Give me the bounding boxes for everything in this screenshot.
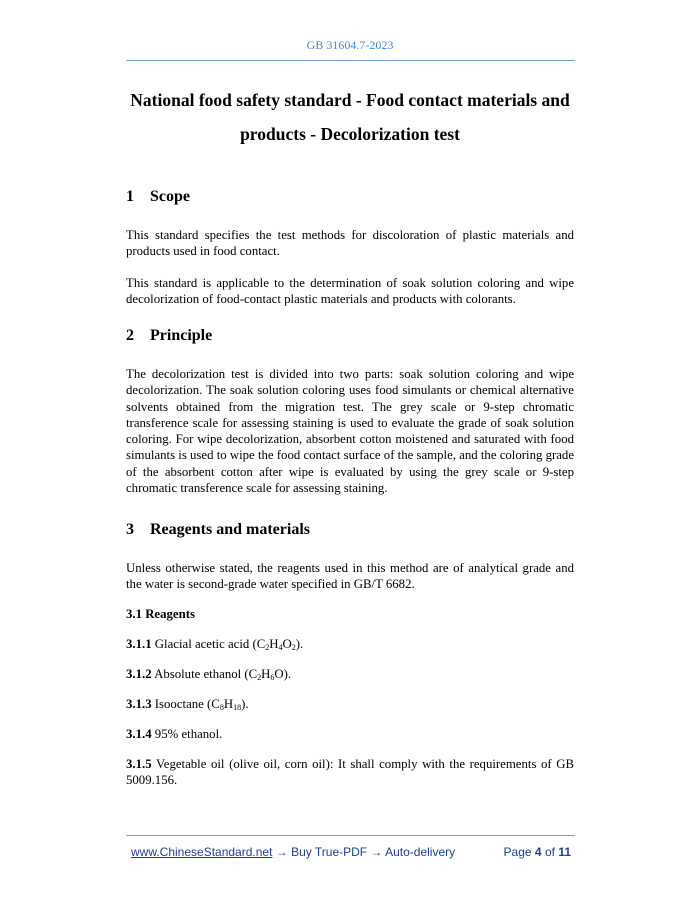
subscript: 18: [233, 703, 242, 712]
section-2-para-1: The decolorization test is divided into two parts: soak solution coloring and wipe decolorization. The soak solution coloring uses food simulants or chemical alternative solvents obtained from the migration test. The grey scale or 9-step chromatic transference scale for assessing staining is used to evaluate the grade of soak solution coloring. For wipe decolorization, absorbent cotton moistened and saturated with food simulants is used to wipe the food contact surface of the sample, and the coloring grade of the absorbent cotton after wipe is evaluated by using the grey scale or 9-step chromatic transference scale for assessing staining.: [126, 367, 574, 496]
reagent-item-text: O: [282, 637, 292, 651]
reagent-item-number: 3.1.4: [126, 727, 152, 741]
reagent-item-text: H: [223, 697, 234, 711]
reagent-item-number: 3.1.3: [126, 697, 152, 711]
section-3-para-1-block: [126, 560, 574, 593]
section-2-title: Principle: [150, 327, 213, 344]
reagent-item-3-1-3: [126, 696, 574, 712]
footer: [131, 845, 571, 859]
subscript: 2: [257, 673, 262, 682]
reagent-item-text: Vegetable oil (olive oil, corn oil): It shall comply with the requirements of GB 5009.156.: [126, 757, 575, 788]
subscript: 8: [219, 703, 224, 712]
page-total: 11: [558, 845, 571, 859]
section-1-para-1-block: [126, 227, 574, 260]
document-title-line2: products - Decolorization test: [240, 124, 460, 144]
page-label: Page: [503, 845, 532, 859]
section-1-para-2: This standard is applicable to the determination of soak solution coloring and wipe decolorization of food-contact plastic materials and products with colorants.: [126, 276, 574, 307]
page-of-label: of: [544, 845, 555, 859]
subscript: 4: [278, 643, 283, 652]
reagent-item-number: 3.1.5: [126, 757, 152, 771]
header-standard-code: GB 31604.7-2023: [306, 38, 394, 52]
section-3-title: Reagents and materials: [150, 521, 310, 538]
document-title: [120, 84, 580, 150]
reagent-item-text: O).: [274, 667, 292, 681]
section-2-number: 2: [126, 327, 134, 344]
reagent-item-number: 3.1.1: [126, 637, 152, 651]
reagent-item-text: ).: [295, 637, 304, 651]
page-indicator: [504, 845, 571, 859]
reagent-item-text: Absolute ethanol (C: [154, 667, 258, 681]
section-1-number: 1: [126, 188, 134, 205]
subscript: 6: [270, 673, 275, 682]
header-divider: [126, 60, 575, 61]
section-1-para-1: This standard specifies the test methods for discoloration of plastic materials and products used in food contact.: [126, 228, 574, 259]
reagent-item-text: 95% ethanol.: [154, 727, 223, 741]
reagent-item-3-1-2: [126, 666, 574, 682]
document-title-line1: National food safety standard - Food contact materials and: [130, 90, 570, 110]
footer-tagline: → Buy True-PDF → Auto-delivery: [272, 845, 456, 859]
section-1-title: Scope: [150, 188, 190, 205]
section-3-number: 3: [126, 521, 134, 538]
subscript: 2: [265, 643, 270, 652]
reagent-item-3-1-1: [126, 636, 574, 652]
section-3-para-1: Unless otherwise stated, the reagents used in this method are of analytical grade and the water is second-grade water specified in GB/T 6682.: [126, 561, 574, 592]
section-3-heading: [126, 520, 310, 540]
sub-heading-reagents: 3.1 Reagents: [126, 607, 195, 621]
page-number: 4: [534, 845, 542, 859]
reagent-item-text: H: [269, 637, 279, 651]
reagent-item-3-1-5: [126, 756, 574, 789]
section-1-para-2-block: [126, 275, 574, 308]
reagent-item-text: Isooctane (C: [154, 697, 220, 711]
section-2-para-1-block: [126, 366, 574, 496]
section-2-heading: [126, 326, 212, 346]
reagent-item-text: ).: [241, 697, 249, 711]
section-1-heading: [126, 187, 190, 207]
footer-site-link[interactable]: www.ChineseStandard.net: [131, 845, 273, 859]
reagent-item-number: 3.1.2: [126, 667, 152, 681]
subscript: 2: [291, 643, 296, 652]
reagent-item-text: Glacial acetic acid (C: [154, 637, 266, 651]
reagent-item-3-1-4: [126, 726, 574, 742]
footer-divider: [126, 835, 575, 836]
reagent-item-text: H: [261, 667, 271, 681]
